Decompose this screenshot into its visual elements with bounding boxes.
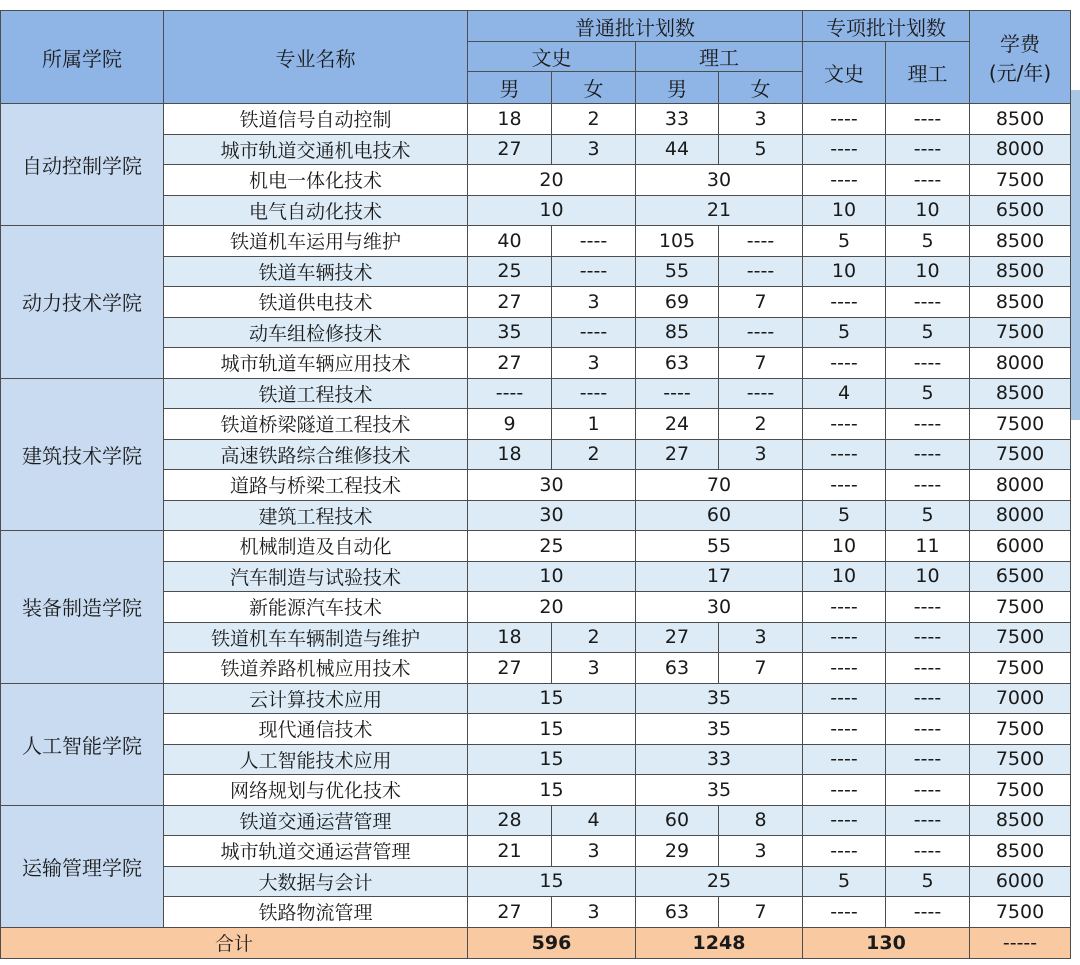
total-special: 130	[803, 927, 970, 958]
special-ligong-cell: 5	[886, 866, 970, 897]
ligong-female-cell: 3	[719, 836, 803, 867]
fee-cell: 8500	[970, 104, 1071, 135]
special-ligong-cell: 5	[886, 226, 970, 257]
special-ligong-cell: 11	[886, 531, 970, 562]
special-wenshi-cell: ----	[803, 348, 886, 379]
table-footer	[1, 927, 1071, 958]
total-label: 合计	[1, 927, 468, 958]
wenshi-male-cell: 9	[468, 409, 552, 440]
special-ligong-cell: ----	[886, 104, 970, 135]
special-wenshi-cell: ----	[803, 775, 886, 806]
ligong-male-cell: 24	[636, 409, 719, 440]
special-ligong-cell: ----	[886, 775, 970, 806]
ligong-combined-cell: 55	[636, 531, 803, 562]
special-ligong-cell: 10	[886, 256, 970, 287]
ligong-female-cell: 5	[719, 134, 803, 165]
major-name-cell: 铁道桥梁隧道工程技术	[164, 409, 468, 440]
wenshi-female-cell: ----	[552, 226, 636, 257]
ligong-female-cell: 8	[719, 805, 803, 836]
wenshi-female-cell: 3	[552, 287, 636, 318]
special-ligong-cell: ----	[886, 683, 970, 714]
wenshi-combined-cell: 15	[468, 866, 636, 897]
header-special-ligong: 理工	[886, 42, 970, 104]
table-header	[1, 11, 1071, 104]
wenshi-male-cell: 18	[468, 622, 552, 653]
major-name-cell: 建筑工程技术	[164, 500, 468, 531]
special-wenshi-cell: 5	[803, 226, 886, 257]
wenshi-combined-cell: 10	[468, 195, 636, 226]
ligong-combined-cell: 30	[636, 592, 803, 623]
special-ligong-cell: ----	[886, 744, 970, 775]
fee-cell: 8500	[970, 836, 1071, 867]
table-row	[1, 683, 1071, 714]
college-name-cell: 自动控制学院	[1, 104, 164, 226]
major-name-cell: 道路与桥梁工程技术	[164, 470, 468, 501]
major-name-cell: 城市轨道交通机电技术	[164, 134, 468, 165]
ligong-male-cell: 33	[636, 104, 719, 135]
fee-cell: 7500	[970, 775, 1071, 806]
major-name-cell: 铁道信号自动控制	[164, 104, 468, 135]
ligong-combined-cell: 60	[636, 500, 803, 531]
wenshi-female-cell: 1	[552, 409, 636, 440]
special-ligong-cell: ----	[886, 897, 970, 928]
special-wenshi-cell: ----	[803, 683, 886, 714]
ligong-female-cell: ----	[719, 317, 803, 348]
wenshi-female-cell: ----	[552, 256, 636, 287]
special-wenshi-cell: 5	[803, 317, 886, 348]
wenshi-female-cell: ----	[552, 317, 636, 348]
major-name-cell: 铁道工程技术	[164, 378, 468, 409]
ligong-male-cell: ----	[636, 378, 719, 409]
ligong-male-cell: 27	[636, 622, 719, 653]
ligong-male-cell: 60	[636, 805, 719, 836]
major-name-cell: 人工智能技术应用	[164, 744, 468, 775]
special-ligong-cell: 5	[886, 317, 970, 348]
ligong-female-cell: 3	[719, 439, 803, 470]
header-major: 专业名称	[164, 11, 468, 104]
table-body	[1, 104, 1071, 928]
wenshi-female-cell: 4	[552, 805, 636, 836]
total-fee: -----	[970, 927, 1071, 958]
special-ligong-cell: ----	[886, 714, 970, 745]
background-edge-strip	[1070, 90, 1080, 420]
table-row	[1, 378, 1071, 409]
major-name-cell: 动车组检修技术	[164, 317, 468, 348]
ligong-male-cell: 63	[636, 653, 719, 684]
major-name-cell: 铁路物流管理	[164, 897, 468, 928]
header-wenshi-female: 女	[552, 72, 636, 104]
major-name-cell: 铁道养路机械应用技术	[164, 653, 468, 684]
major-name-cell: 网络规划与优化技术	[164, 775, 468, 806]
special-ligong-cell: ----	[886, 409, 970, 440]
special-ligong-cell: ----	[886, 348, 970, 379]
fee-cell: 8000	[970, 134, 1071, 165]
special-ligong-cell: ----	[886, 836, 970, 867]
wenshi-combined-cell: 20	[468, 165, 636, 196]
special-wenshi-cell: ----	[803, 287, 886, 318]
fee-cell: 8500	[970, 287, 1071, 318]
wenshi-male-cell: ----	[468, 378, 552, 409]
special-ligong-cell: ----	[886, 165, 970, 196]
wenshi-combined-cell: 30	[468, 470, 636, 501]
fee-cell: 8000	[970, 470, 1071, 501]
college-name-cell: 装备制造学院	[1, 531, 164, 684]
wenshi-male-cell: 40	[468, 226, 552, 257]
fee-cell: 8000	[970, 348, 1071, 379]
fee-cell: 7500	[970, 592, 1071, 623]
special-ligong-cell: ----	[886, 653, 970, 684]
wenshi-combined-cell: 20	[468, 592, 636, 623]
major-name-cell: 铁道机车车辆制造与维护	[164, 622, 468, 653]
special-ligong-cell: 5	[886, 500, 970, 531]
wenshi-female-cell: 3	[552, 348, 636, 379]
wenshi-female-cell: 3	[552, 134, 636, 165]
header-regular-ligong: 理工	[636, 42, 803, 72]
special-wenshi-cell: ----	[803, 836, 886, 867]
major-name-cell: 机电一体化技术	[164, 165, 468, 196]
ligong-combined-cell: 35	[636, 775, 803, 806]
wenshi-female-cell: 3	[552, 897, 636, 928]
major-name-cell: 现代通信技术	[164, 714, 468, 745]
ligong-female-cell: 3	[719, 622, 803, 653]
major-name-cell: 高速铁路综合维修技术	[164, 439, 468, 470]
major-name-cell: 铁道供电技术	[164, 287, 468, 318]
ligong-female-cell: 2	[719, 409, 803, 440]
header-fee-line1: 学费	[1000, 32, 1040, 56]
special-ligong-cell: ----	[886, 470, 970, 501]
ligong-female-cell: 7	[719, 653, 803, 684]
table-row	[1, 805, 1071, 836]
wenshi-combined-cell: 15	[468, 683, 636, 714]
wenshi-male-cell: 27	[468, 653, 552, 684]
ligong-female-cell: 7	[719, 348, 803, 379]
ligong-male-cell: 44	[636, 134, 719, 165]
fee-cell: 7500	[970, 744, 1071, 775]
fee-cell: 8500	[970, 226, 1071, 257]
ligong-male-cell: 29	[636, 836, 719, 867]
wenshi-male-cell: 18	[468, 104, 552, 135]
ligong-combined-cell: 33	[636, 744, 803, 775]
ligong-combined-cell: 21	[636, 195, 803, 226]
header-regular-wenshi: 文史	[468, 42, 636, 72]
ligong-male-cell: 85	[636, 317, 719, 348]
wenshi-combined-cell: 15	[468, 744, 636, 775]
special-wenshi-cell: 10	[803, 531, 886, 562]
special-wenshi-cell: ----	[803, 165, 886, 196]
header-special-wenshi: 文史	[803, 42, 886, 104]
ligong-female-cell: 7	[719, 897, 803, 928]
special-wenshi-cell: 5	[803, 866, 886, 897]
special-wenshi-cell: 5	[803, 500, 886, 531]
header-regular-plan: 普通批计划数	[468, 11, 803, 42]
special-ligong-cell: 5	[886, 378, 970, 409]
special-wenshi-cell: ----	[803, 439, 886, 470]
wenshi-female-cell: 3	[552, 653, 636, 684]
wenshi-male-cell: 27	[468, 287, 552, 318]
major-name-cell: 汽车制造与试验技术	[164, 561, 468, 592]
special-wenshi-cell: 10	[803, 256, 886, 287]
wenshi-female-cell: 2	[552, 622, 636, 653]
wenshi-female-cell: 3	[552, 836, 636, 867]
college-name-cell: 动力技术学院	[1, 226, 164, 379]
wenshi-male-cell: 25	[468, 256, 552, 287]
wenshi-male-cell: 35	[468, 317, 552, 348]
special-wenshi-cell: ----	[803, 409, 886, 440]
fee-cell: 7500	[970, 653, 1071, 684]
wenshi-combined-cell: 15	[468, 714, 636, 745]
wenshi-combined-cell: 15	[468, 775, 636, 806]
wenshi-male-cell: 21	[468, 836, 552, 867]
ligong-combined-cell: 30	[636, 165, 803, 196]
ligong-male-cell: 63	[636, 897, 719, 928]
special-wenshi-cell: ----	[803, 104, 886, 135]
fee-cell: 6500	[970, 195, 1071, 226]
fee-cell: 7500	[970, 317, 1071, 348]
header-college: 所属学院	[1, 11, 164, 104]
fee-cell: 7500	[970, 622, 1071, 653]
wenshi-male-cell: 28	[468, 805, 552, 836]
special-wenshi-cell: ----	[803, 622, 886, 653]
ligong-female-cell: 3	[719, 104, 803, 135]
major-name-cell: 城市轨道交通运营管理	[164, 836, 468, 867]
major-name-cell: 机械制造及自动化	[164, 531, 468, 562]
fee-cell: 6000	[970, 866, 1071, 897]
table-row	[1, 104, 1071, 135]
wenshi-female-cell: 2	[552, 104, 636, 135]
ligong-combined-cell: 35	[636, 714, 803, 745]
wenshi-male-cell: 27	[468, 134, 552, 165]
enrollment-plan-table	[0, 10, 1071, 959]
ligong-female-cell: 7	[719, 287, 803, 318]
header-special-plan: 专项批计划数	[803, 11, 970, 42]
special-ligong-cell: ----	[886, 439, 970, 470]
fee-cell: 8500	[970, 805, 1071, 836]
special-wenshi-cell: 4	[803, 378, 886, 409]
fee-cell: 7500	[970, 439, 1071, 470]
fee-cell: 8500	[970, 256, 1071, 287]
special-ligong-cell: ----	[886, 622, 970, 653]
ligong-male-cell: 69	[636, 287, 719, 318]
wenshi-female-cell: ----	[552, 378, 636, 409]
wenshi-combined-cell: 25	[468, 531, 636, 562]
special-wenshi-cell: ----	[803, 805, 886, 836]
special-wenshi-cell: ----	[803, 134, 886, 165]
major-name-cell: 铁道车辆技术	[164, 256, 468, 287]
ligong-male-cell: 55	[636, 256, 719, 287]
ligong-female-cell: ----	[719, 256, 803, 287]
wenshi-combined-cell: 30	[468, 500, 636, 531]
header-fee-line2: (元/年)	[988, 61, 1052, 85]
fee-cell: 8000	[970, 500, 1071, 531]
header-ligong-male: 男	[636, 72, 719, 104]
total-ligong: 1248	[636, 927, 803, 958]
college-name-cell: 人工智能学院	[1, 683, 164, 805]
fee-cell: 7500	[970, 165, 1071, 196]
wenshi-female-cell: 2	[552, 439, 636, 470]
special-ligong-cell: ----	[886, 592, 970, 623]
header-ligong-female: 女	[719, 72, 803, 104]
special-wenshi-cell: ----	[803, 470, 886, 501]
ligong-combined-cell: 35	[636, 683, 803, 714]
special-wenshi-cell: 10	[803, 561, 886, 592]
special-ligong-cell: ----	[886, 134, 970, 165]
special-wenshi-cell: 10	[803, 195, 886, 226]
ligong-combined-cell: 70	[636, 470, 803, 501]
major-name-cell: 铁道机车运用与维护	[164, 226, 468, 257]
special-wenshi-cell: ----	[803, 592, 886, 623]
table-row	[1, 226, 1071, 257]
wenshi-male-cell: 27	[468, 897, 552, 928]
major-name-cell: 铁道交通运营管理	[164, 805, 468, 836]
college-name-cell: 建筑技术学院	[1, 378, 164, 531]
special-ligong-cell: 10	[886, 561, 970, 592]
major-name-cell: 云计算技术应用	[164, 683, 468, 714]
fee-cell: 7500	[970, 714, 1071, 745]
special-ligong-cell: ----	[886, 287, 970, 318]
special-wenshi-cell: ----	[803, 897, 886, 928]
wenshi-combined-cell: 10	[468, 561, 636, 592]
major-name-cell: 电气自动化技术	[164, 195, 468, 226]
special-wenshi-cell: ----	[803, 744, 886, 775]
table-row	[1, 531, 1071, 562]
major-name-cell: 大数据与会计	[164, 866, 468, 897]
fee-cell: 6000	[970, 531, 1071, 562]
college-name-cell: 运输管理学院	[1, 805, 164, 927]
wenshi-male-cell: 27	[468, 348, 552, 379]
ligong-male-cell: 105	[636, 226, 719, 257]
special-ligong-cell: 10	[886, 195, 970, 226]
wenshi-male-cell: 18	[468, 439, 552, 470]
fee-cell: 7000	[970, 683, 1071, 714]
major-name-cell: 新能源汽车技术	[164, 592, 468, 623]
ligong-combined-cell: 17	[636, 561, 803, 592]
header-wenshi-male: 男	[468, 72, 552, 104]
fee-cell: 6500	[970, 561, 1071, 592]
ligong-female-cell: ----	[719, 226, 803, 257]
fee-cell: 7500	[970, 897, 1071, 928]
major-name-cell: 城市轨道车辆应用技术	[164, 348, 468, 379]
ligong-male-cell: 63	[636, 348, 719, 379]
ligong-male-cell: 27	[636, 439, 719, 470]
fee-cell: 8500	[970, 378, 1071, 409]
ligong-combined-cell: 25	[636, 866, 803, 897]
special-wenshi-cell: ----	[803, 714, 886, 745]
special-wenshi-cell: ----	[803, 653, 886, 684]
header-fee	[970, 11, 1071, 104]
special-ligong-cell: ----	[886, 805, 970, 836]
total-wenshi: 596	[468, 927, 636, 958]
ligong-female-cell: ----	[719, 378, 803, 409]
fee-cell: 7500	[970, 409, 1071, 440]
